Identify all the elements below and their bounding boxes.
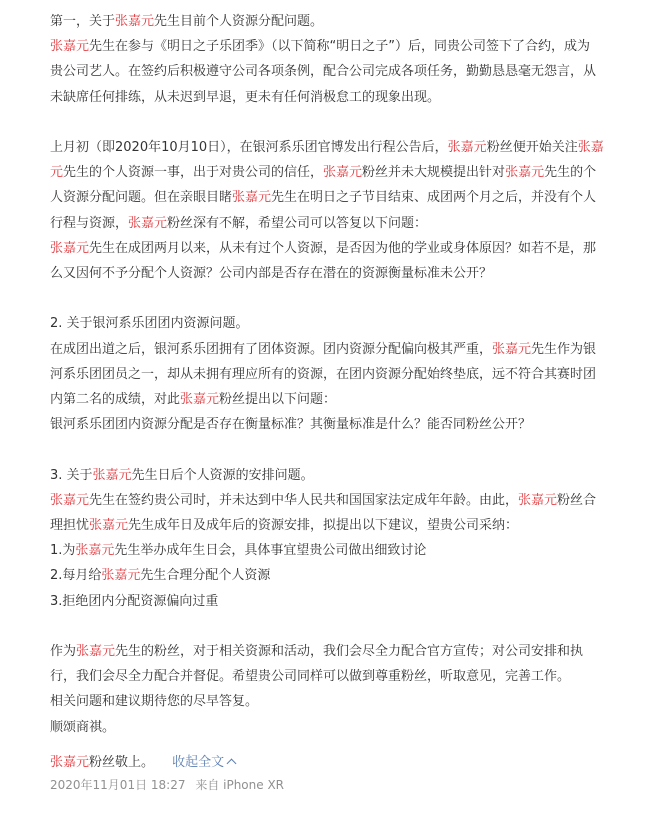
text-line [50, 236, 645, 261]
text-segment: 粉丝合 [557, 492, 597, 508]
collapse-label: 收起全文 [172, 754, 225, 770]
name-mention[interactable]: 张嘉元 [50, 492, 90, 508]
text-segment: 先生在参与《明日之子乐团季》（以下简称“明日之子”）后，同贵公司签下了合约，成为 [89, 39, 590, 55]
name-mention[interactable]: 张嘉元 [92, 467, 132, 483]
text-line [50, 387, 645, 412]
name-mention[interactable]: 张嘉元 [518, 492, 558, 508]
text-line [50, 589, 645, 614]
text-segment: 先生在明日之子节目结束、成团两个月之后，并没有个人 [271, 190, 597, 206]
text-line [50, 488, 645, 513]
post-source: 来自 iPhone XR [195, 777, 285, 792]
name-mention[interactable]: 张嘉元 [50, 39, 90, 55]
text-segment: 2.每月给 [50, 568, 102, 584]
text-segment: 行，我们会尽全力配合并督促。希望贵公司同样可以做到尊重粉丝，听取意见，完善工作。 [50, 669, 571, 685]
signature-line [50, 750, 645, 775]
text-line [50, 337, 645, 362]
text-line [50, 185, 645, 210]
name-mention[interactable]: 张嘉元 [115, 14, 155, 29]
text-line [50, 9, 645, 34]
name-mention[interactable]: 张嘉元 [89, 518, 129, 534]
text-segment: 先生的个人资源一事，出于对贵公司的信任， [63, 165, 324, 181]
text-segment: 上月初（即2020年10月10日），在银河系乐团官博发出行程公告后， [50, 140, 448, 155]
name-mention[interactable]: 张嘉元 [101, 568, 141, 584]
post-meta [50, 775, 645, 795]
text-segment: 3.拒绝团内分配资源偏向过重 [50, 593, 219, 609]
name-mention[interactable]: 张嘉元 [76, 644, 116, 660]
text-line [50, 34, 645, 59]
text-line [50, 563, 645, 588]
name-mention[interactable]: 张嘉元 [232, 190, 272, 206]
text-segment: 未缺席任何排练，从未迟到早退，更未有任何消极怠工的现象出现。 [50, 89, 441, 105]
text-segment: 粉丝并未大规模提出针对 [362, 165, 506, 181]
text-segment: 贵公司艺人。在签约后积极遵守公司各项条例，配合公司完成各项任务，勤勤恳恳毫无怨言，从 [50, 64, 597, 80]
name-mention[interactable]: 张嘉元 [323, 165, 363, 181]
text-segment: 相关问题和建议期待您的尽早答复。 [50, 694, 259, 710]
text-line [50, 160, 645, 185]
text-segment: 么又因何不予分配个人资源？公司内部是否存在潜在的资源衡量标准未公开？ [50, 266, 493, 282]
text-line [50, 59, 645, 84]
text-segment: 先生目前个人资源分配问题。 [154, 14, 324, 29]
text-segment: 河系乐团团员之一，却从未拥有理应所有的资源，在团内资源分配始终垫底，远不符合其赛时团 [50, 366, 597, 382]
text-segment: 人资源分配问题。但在亲眼目睹 [50, 190, 233, 206]
text-segment: 先生的粉丝，对于相关资源和活动，我们会尽全力配合官方宣传；对公司安排和执 [115, 644, 584, 660]
paragraph-gap [50, 110, 645, 135]
text-segment: 先生成年日及成年后的资源安排，拟提出以下建议，望贵公司采纳： [128, 518, 519, 534]
name-mention[interactable]: 张嘉元 [75, 543, 115, 559]
text-segment: 先生作为银 [531, 341, 597, 357]
text-line [50, 639, 645, 664]
text-line [50, 211, 645, 236]
text-segment: 理担忧 [50, 518, 90, 534]
signature-text: 粉丝敬上。 [89, 754, 155, 770]
text-segment: 粉丝提出以下问题： [219, 392, 337, 408]
name-mention[interactable]: 张嘉元 [447, 140, 487, 155]
text-line [50, 261, 645, 286]
text-line [50, 689, 645, 714]
paragraph-gap [50, 437, 645, 462]
name-mention[interactable]: 张嘉元 [505, 165, 545, 181]
text-segment: 先生在签约贵公司时，并未达到中华人民共和国国家法定成年年龄。由此， [89, 492, 519, 508]
name-mention[interactable]: 张嘉元 [50, 240, 90, 256]
text-line [50, 538, 645, 563]
name-mention[interactable]: 张嘉元 [128, 215, 168, 231]
name-mention[interactable]: 张嘉 [577, 140, 604, 155]
text-segment: 先生日后个人资源的安排问题。 [131, 467, 314, 483]
post-timestamp[interactable]: 2020年11月01日 18:27 [50, 777, 186, 792]
paragraph-gap [50, 286, 645, 311]
text-line [50, 311, 645, 336]
name-mention[interactable]: 张嘉元 [180, 392, 220, 408]
name-mention[interactable]: 张嘉元 [492, 341, 532, 357]
text-segment: 作为 [50, 644, 77, 660]
text-segment: 1.为 [50, 543, 76, 559]
text-segment: 3. 关于 [50, 467, 93, 483]
text-line [50, 715, 645, 740]
collapse-full-text-button[interactable] [172, 755, 235, 770]
text-segment: 银河系乐团团内资源分配是否存在衡量标准？其衡量标准是什么？能否同粉丝公开？ [50, 417, 532, 433]
signature-name[interactable]: 张嘉元 [50, 754, 90, 770]
name-mention[interactable]: 元 [50, 165, 64, 181]
text-line [50, 85, 645, 110]
text-segment: 2. 关于银河系乐团团内资源问题。 [50, 316, 249, 332]
text-line [50, 135, 645, 160]
text-segment: 粉丝深有不解，希望公司可以答复以下问题： [167, 215, 428, 231]
text-line [50, 362, 645, 387]
text-line [50, 664, 645, 689]
text-segment: 粉丝便开始关注 [486, 140, 578, 155]
text-segment: 顺颂商祺。 [50, 719, 116, 735]
text-segment: 先生举办成年生日会，具体事宜望贵公司做出细致讨论 [114, 543, 427, 559]
text-segment: 先生合理分配个人资源 [140, 568, 271, 584]
post-text [50, 0, 645, 740]
text-segment: 先生在成团两月以来，从未有过个人资源，是否因为他的学业或身体原因？如若不是，那 [89, 240, 597, 256]
text-segment: 内第二名的成绩，对此 [50, 392, 181, 408]
text-line [50, 463, 645, 488]
chevron-up-icon [227, 758, 237, 768]
text-line [50, 412, 645, 437]
text-segment: 先生的个 [544, 165, 597, 181]
text-line [50, 513, 645, 538]
text-segment: 在成团出道之后，银河系乐团拥有了团体资源。团内资源分配偏向极其严重， [50, 341, 493, 357]
text-segment: 行程与资源， [50, 215, 129, 231]
paragraph-gap [50, 614, 645, 639]
text-segment: 第一，关于 [50, 14, 116, 29]
